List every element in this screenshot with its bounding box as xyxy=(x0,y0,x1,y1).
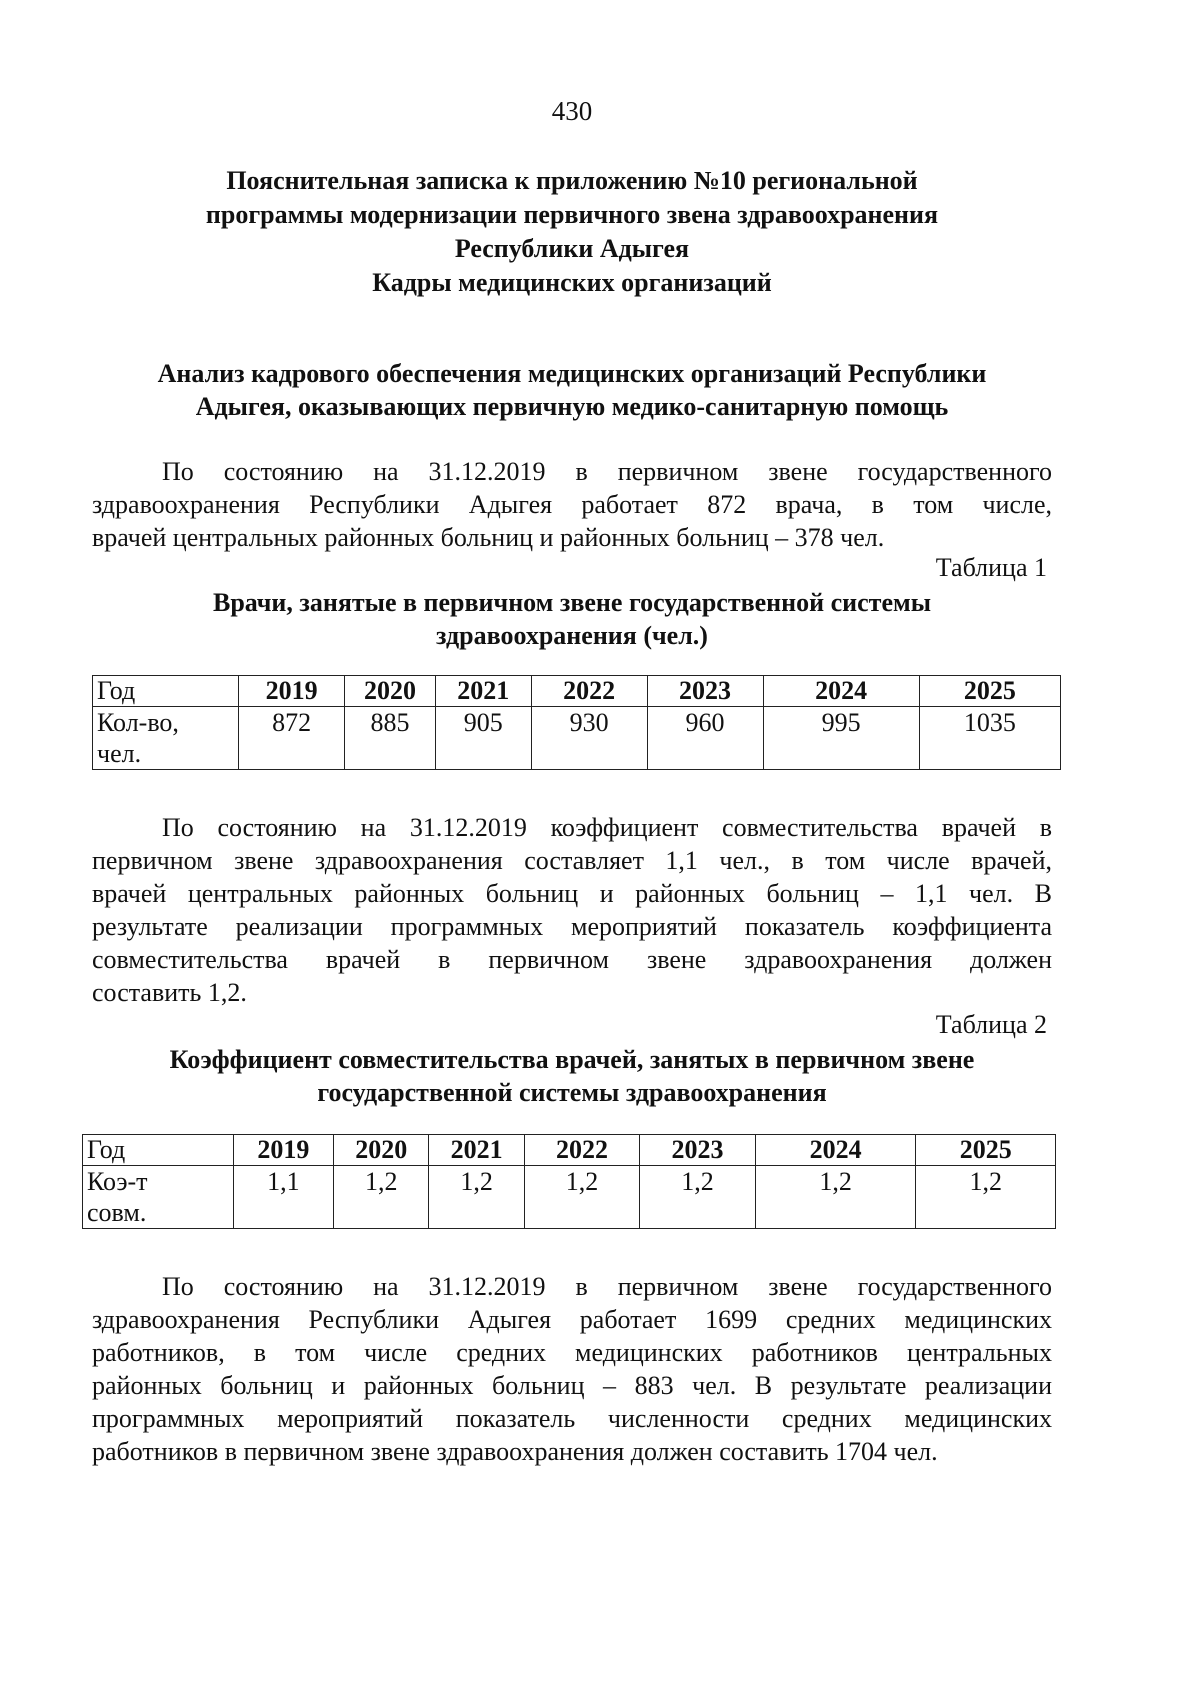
table-header-row xyxy=(93,676,1061,707)
section-heading-line: Анализ кадрового обеспечения медицинских организаций Республики xyxy=(157,359,987,388)
value-cell: 1,2 xyxy=(429,1166,524,1229)
title-line: Кадры медицинских организаций xyxy=(372,268,772,297)
paragraph-line: районных больниц и районных больниц – 883 чел. В результате реализации xyxy=(92,1371,1052,1400)
value-cell: 930 xyxy=(531,707,647,770)
table1-title-line: Врачи, занятые в первичном звене государственной системы xyxy=(212,588,931,617)
value-cell: 1035 xyxy=(919,707,1060,770)
section-heading-line: Адыгея, оказывающих первичную медико-санитарную помощь xyxy=(195,392,949,421)
table2-title xyxy=(92,1043,1052,1109)
row-label xyxy=(93,707,239,770)
header-cell: 2024 xyxy=(763,676,919,707)
row-label-line: чел. xyxy=(97,739,142,768)
value-cell: 885 xyxy=(345,707,436,770)
table2-caption: Таблица 2 xyxy=(935,1010,1047,1039)
value-cell: 995 xyxy=(763,707,919,770)
title-line: программы модернизации первичного звена здравоохранения xyxy=(205,200,939,229)
row-label-line: Коэ-т xyxy=(87,1167,148,1196)
paragraph-line: здравоохранения Республики Адыгея работает 872 врача, в том числе, xyxy=(92,490,1052,519)
paragraph-line: По состоянию на 31.12.2019 в первичном звене государственного xyxy=(162,1272,1052,1301)
header-cell: 2022 xyxy=(531,676,647,707)
value-cell: 1,2 xyxy=(640,1166,755,1229)
paragraph-line: совместительства врачей в первичном звене здравоохранения должен xyxy=(92,945,1052,974)
value-cell: 905 xyxy=(435,707,531,770)
row-label-line: Кол-во, xyxy=(97,708,179,737)
table2-title-line: государственной системы здравоохранения xyxy=(317,1078,827,1107)
header-cell: 2021 xyxy=(429,1135,524,1166)
table-coefficient xyxy=(82,1134,1056,1229)
paragraph-nurses xyxy=(92,1270,1052,1468)
header-cell: 2019 xyxy=(233,1135,333,1166)
value-cell: 872 xyxy=(239,707,345,770)
header-cell: 2023 xyxy=(647,676,763,707)
row-label xyxy=(83,1166,234,1229)
paragraph-line: По состоянию на 31.12.2019 в первичном звене государственного xyxy=(162,457,1052,486)
value-cell: 1,2 xyxy=(916,1166,1056,1229)
value-cell: 1,2 xyxy=(334,1166,429,1229)
value-cell: 960 xyxy=(647,707,763,770)
header-cell: 2024 xyxy=(755,1135,916,1166)
header-cell: 2023 xyxy=(640,1135,755,1166)
table-row xyxy=(83,1166,1056,1229)
paragraph-line: результате реализации программных мероприятий показатель коэффициента xyxy=(92,912,1052,941)
header-cell: 2020 xyxy=(345,676,436,707)
paragraph-line: составить 1,2. xyxy=(92,978,247,1007)
section-heading xyxy=(92,357,1052,423)
value-cell: 1,1 xyxy=(233,1166,333,1229)
paragraph-line: работников в первичном звене здравоохранения должен составить 1704 чел. xyxy=(92,1437,938,1466)
paragraph-line: врачей центральных районных больниц и районных больниц – 378 чел. xyxy=(92,523,885,552)
paragraph-line: врачей центральных районных больниц и районных больниц – 1,1 чел. В xyxy=(92,879,1052,908)
paragraph-line: первичном звене здравоохранения составляет 1,1 чел., в том числе врачей, xyxy=(92,846,1052,875)
paragraph-coefficient xyxy=(92,811,1052,1009)
document-title xyxy=(92,164,1052,300)
title-line: Пояснительная записка к приложению №10 региональной xyxy=(226,166,918,195)
table1-title-line: здравоохранения (чел.) xyxy=(436,621,708,650)
page-number: 430 xyxy=(551,96,593,126)
table-doctors xyxy=(92,675,1061,770)
header-cell: 2025 xyxy=(919,676,1060,707)
value-cell: 1,2 xyxy=(524,1166,639,1229)
table1-title xyxy=(92,586,1052,652)
paragraph-line: здравоохранения Республики Адыгея работает 1699 средних медицинских xyxy=(92,1305,1052,1334)
header-cell: 2022 xyxy=(524,1135,639,1166)
paragraph-doctors xyxy=(92,455,1052,554)
header-cell: 2021 xyxy=(435,676,531,707)
title-line: Республики Адыгея xyxy=(454,234,690,263)
header-cell-year: Год xyxy=(83,1135,234,1166)
header-cell: 2019 xyxy=(239,676,345,707)
table-row xyxy=(93,707,1061,770)
header-cell-year: Год xyxy=(93,676,239,707)
value-cell: 1,2 xyxy=(755,1166,916,1229)
table2-title-line: Коэффициент совместительства врачей, занятых в первичном звене xyxy=(169,1045,975,1074)
table1-caption: Таблица 1 xyxy=(935,553,1047,582)
header-cell: 2025 xyxy=(916,1135,1056,1166)
row-label-line: совм. xyxy=(87,1198,147,1227)
paragraph-line: работников, в том числе средних медицинских работников центральных xyxy=(92,1338,1052,1367)
header-cell: 2020 xyxy=(334,1135,429,1166)
paragraph-line: По состоянию на 31.12.2019 коэффициент совместительства врачей в xyxy=(162,813,1052,842)
table-header-row xyxy=(83,1135,1056,1166)
paragraph-line: программных мероприятий показатель численности средних медицинских xyxy=(92,1404,1052,1433)
